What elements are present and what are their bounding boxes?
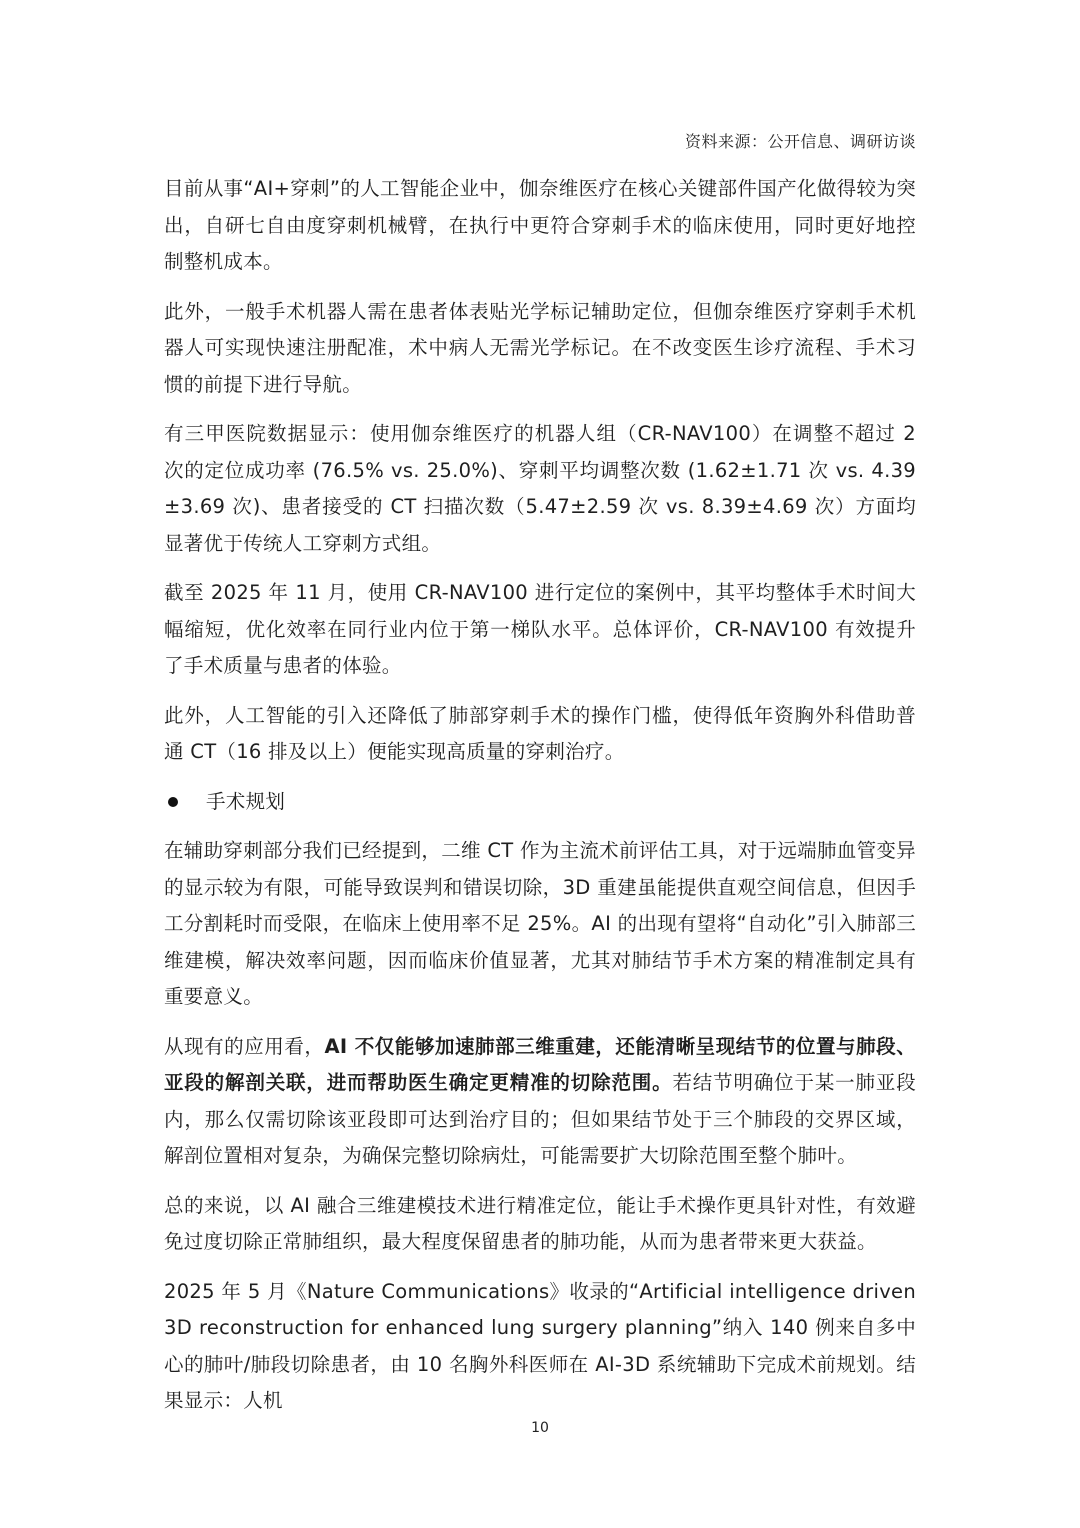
paragraph-3d-ct: 在辅助穿刺部分我们已经提到，二维 CT 作为主流术前评估工具，对于远端肺血管变异的显示较为有限，可能导致误判和错误切除，3D 重建虽能提供直观空间信息，但因手工分割耗时而受限，在临床上使用率不足 25%。AI 的出现有望将“自动化”引入肺部三维建模，解决效率问题，因而临床价值显著，尤其对肺结节手术方案的精准制定具有重要意义。 xyxy=(164,839,916,1008)
paragraph-ai-puncture-companies: 目前从事“AI+穿刺”的人工智能企业中，伽奈维医疗在核心关键部件国产化做得较为突出，自研七自由度穿刺机械臂，在执行中更符合穿刺手术的临床使用，同时更好地控制整机成本。 xyxy=(164,177,916,273)
paragraph-summary: 总的来说，以 AI 融合三维建模技术进行精准定位，能让手术操作更具针对性，有效避免过度切除正常肺组织，最大程度保留患者的肺功能，从而为患者带来更大获益。 xyxy=(164,1193,916,1253)
bullet-surgical-planning xyxy=(164,784,916,821)
paragraph-ai-reconstruction-prefix: 从现有的应用看， xyxy=(164,1034,325,1058)
bullet-label: 手术规划 xyxy=(206,789,286,813)
bullet-dot-icon xyxy=(168,797,178,807)
body-content xyxy=(164,171,916,1433)
paragraph-surgery-time: 截至 2025 年 11 月，使用 CR-NAV100 进行定位的案例中，其平均整体手术时间大幅缩短，优化效率在同行业内位于第一梯队水平。总体评价，CR-NAV100 有效提升了手术质量与患者的体验。 xyxy=(164,581,916,677)
paragraph-registration: 此外，一般手术机器人需在患者体表贴光学标记辅助定位，但伽奈维医疗穿刺手术机器人可实现快速注册配准，术中病人无需光学标记。在不改变医生诊疗流程、手术习惯的前提下进行导航。 xyxy=(164,299,916,396)
paragraph-nature-study: 2025 年 5 月《Nature Communications》收录的“Artificial intelligence driven 3D reconstruction for enhanced lung surgery planning”纳入 140 例来自多中心的肺叶/肺段切除患者，由 10 名胸外科医师在 AI-3D 系统辅助下完成术前规划。结果显示：人机 xyxy=(164,1279,916,1412)
page-number: 10 xyxy=(531,1420,549,1436)
paragraph-ai-reconstruction-bold: AI 不仅能够加速肺部三维重建，还能清晰呈现结节的位置与肺段、亚段的解剖关联，进而帮助医生确定更精准的切除范围。 xyxy=(164,1034,916,1094)
source-note: 资料来源：公开信息、调研访谈 xyxy=(684,132,916,151)
paragraph-lower-threshold: 此外，人工智能的引入还降低了肺部穿刺手术的操作门槛，使得低年资胸外科借助普通 CT（16 排及以上）便能实现高质量的穿刺治疗。 xyxy=(164,703,916,763)
paragraph-ai-reconstruction-suffix: 若结节明确位于某一肺亚段内，那么仅需切除该亚段即可达到治疗目的；但如果结节处于三个肺段的交界区域，解剖位置相对复杂，为确保完整切除病灶，可能需要扩大切除范围至整个肺叶。 xyxy=(164,1071,916,1167)
paragraph-hospital-data: 有三甲医院数据显示：使用伽奈维医疗的机器人组（CR-NAV100）在调整不超过 2 次的定位成功率 (76.5% vs. 25.0%)、穿刺平均调整次数 (1.62±1.71 次 vs. 4.39±3.69 次)、患者接受的 CT 扫描次数（5.47±2.59 次 vs. 8.39±4.69 次）方面均显著优于传统人工穿刺方式组。 xyxy=(164,422,916,555)
paragraph-ai-reconstruction xyxy=(164,1029,916,1175)
